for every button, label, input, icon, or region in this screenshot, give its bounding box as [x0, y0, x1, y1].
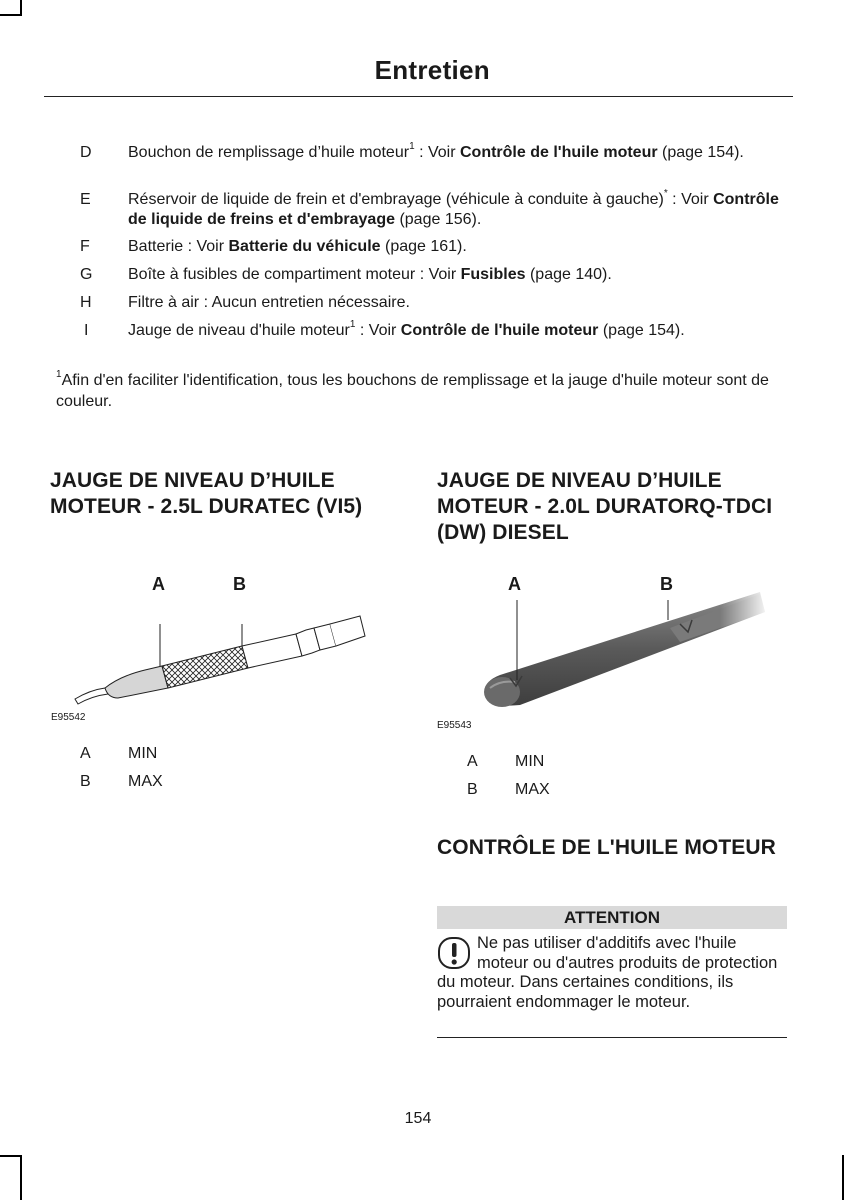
item-suffix: (page 156). [395, 210, 482, 228]
figure-code: E95542 [51, 712, 86, 723]
item-text: Batterie : Voir [128, 238, 229, 255]
legend-value: MAX [515, 781, 550, 798]
legend-row-b [80, 773, 163, 791]
legend-value: MIN [515, 753, 545, 770]
legend-key: A [467, 753, 478, 770]
item-link[interactable]: Contrôle de liquide de freins et d'embrayage [128, 191, 779, 228]
item-sep: : Voir [355, 322, 401, 339]
figure-label-a: A [152, 574, 165, 594]
legend-row-a [467, 753, 545, 771]
item-sep: : Voir [667, 191, 714, 208]
item-link[interactable]: Contrôle de l'huile moteur [400, 322, 599, 339]
item-suffix: (page 140). [525, 266, 612, 283]
section-heading-oil-check: CONTRÔLE DE L'HUILE MOTEUR [437, 836, 776, 859]
item-letter: G [80, 266, 93, 283]
warning-block [437, 934, 789, 1012]
dipstick-duratec-illustration [70, 598, 370, 710]
item-link[interactable]: Batterie du véhicule [228, 238, 381, 255]
footnote-ref: 1 [409, 141, 415, 152]
page-title: Entretien [374, 55, 490, 85]
footnote-ref: * [663, 188, 668, 199]
item-text: Jauge de niveau d'huile moteur [128, 322, 350, 339]
legend-row-a [80, 745, 158, 763]
figure-label-a: A [508, 574, 521, 594]
legend-key: B [80, 773, 91, 790]
section-heading-duratorq: JAUGE DE NIVEAU D’HUILE MOTEUR - 2.0L DURATORQ-TDCI (DW) DIESEL [437, 469, 773, 544]
figure-label-b: B [233, 574, 246, 594]
section-heading-duratec: JAUGE DE NIVEAU D’HUILE MOTEUR - 2.5L DURATEC (VI5) [50, 469, 363, 518]
legend-value: MAX [128, 773, 163, 790]
footnote [56, 370, 791, 412]
item-letter: H [80, 294, 92, 311]
warning-exclamation-icon [437, 934, 477, 972]
item-link[interactable]: Fusibles [460, 266, 526, 283]
dipstick-duratorq-illustration [460, 580, 770, 715]
legend-key: B [467, 781, 478, 798]
crop-mark-bottom-left-h [0, 1155, 22, 1157]
item-suffix: (page 154). [657, 144, 744, 161]
figure-label-b: B [660, 574, 673, 594]
footnote-ref: 1 [349, 319, 356, 330]
item-link[interactable]: Contrôle de l'huile moteur [459, 144, 658, 161]
item-letter: D [80, 144, 92, 161]
item-letter: F [80, 238, 90, 255]
item-suffix: (page 161). [380, 238, 467, 255]
legend-key: A [80, 745, 91, 762]
legend-value: MIN [128, 745, 158, 762]
item-text: Boîte à fusibles de compartiment moteur : Voir [128, 266, 461, 283]
page-number: 154 [404, 1110, 432, 1127]
item-sep: : Voir [414, 144, 460, 161]
footnote-text: Afin d'en faciliter l'identification, tous les bouchons de remplissage et la jauge d'huile moteur sont de couleur. [56, 372, 769, 410]
figure-code: E95543 [437, 720, 472, 731]
crop-mark-bottom-left [20, 1155, 22, 1200]
item-letter: I [84, 322, 89, 339]
item-text: Filtre à air : Aucun entretien nécessaire. [128, 294, 410, 311]
title-divider [44, 96, 793, 97]
warning-text: Ne pas utiliser d'additifs avec l'huile moteur ou d'autres produits de protection du moteur. Dans certaines conditions, ils pourraient endommager le moteur. [437, 934, 778, 1011]
attention-banner: ATTENTION [437, 906, 787, 929]
item-text: Bouchon de remplissage d’huile moteur [128, 144, 410, 161]
warning-divider [437, 1037, 787, 1038]
item-text: Réservoir de liquide de frein et d'embrayage (véhicule à conduite à gauche) [128, 191, 664, 208]
crop-mark-bottom-right [842, 1155, 844, 1200]
item-letter: E [80, 191, 91, 208]
footnote-mark: 1 [56, 369, 62, 380]
legend-row-b [467, 781, 550, 799]
crop-mark-top-left-h [0, 14, 22, 16]
item-suffix: (page 154). [598, 322, 685, 339]
